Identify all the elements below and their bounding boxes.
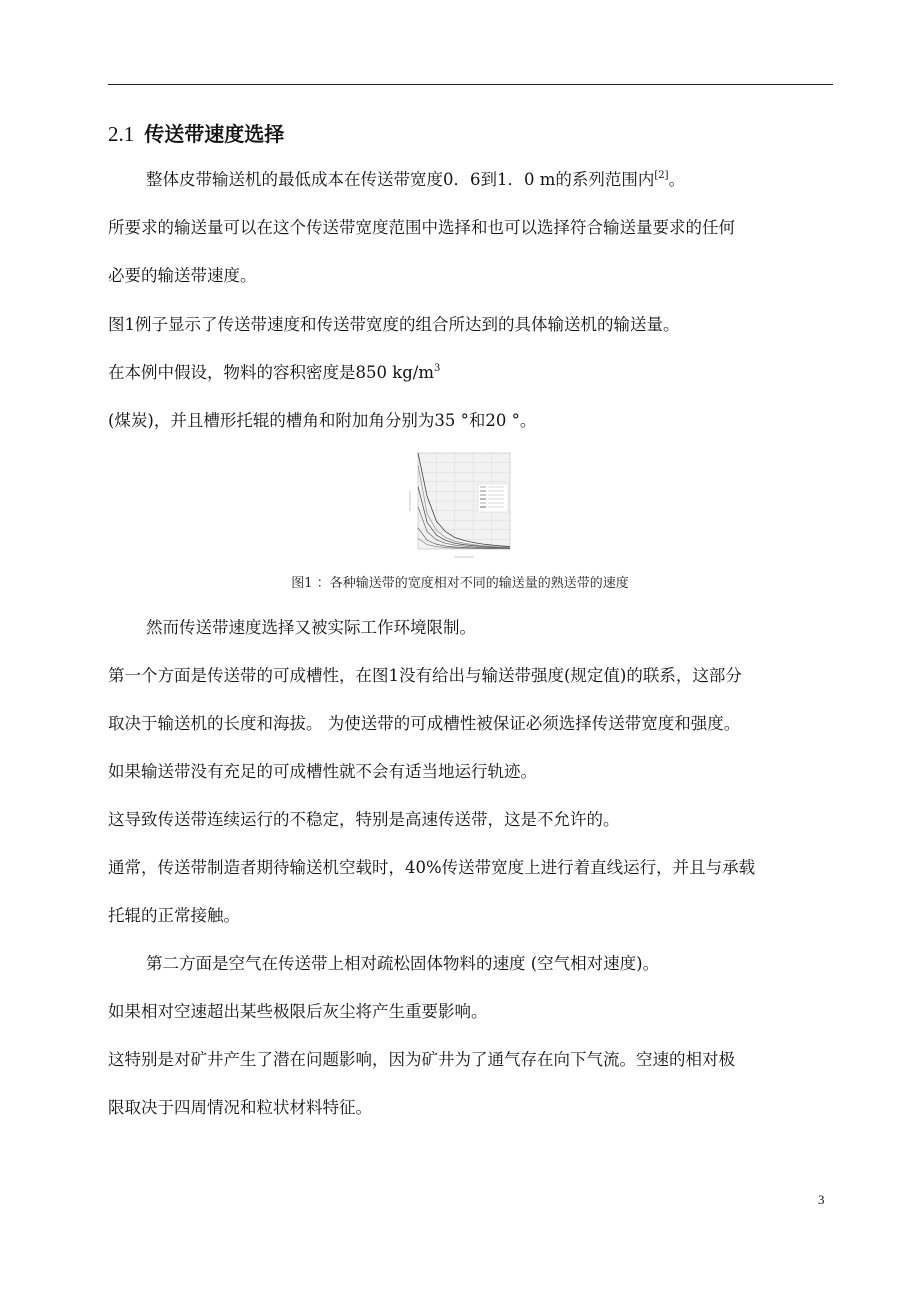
paragraph-3-text: 在本例中假设，物料的容积密度是850 kg/m [108,363,435,382]
paragraph-11: 如果相对空速超出某些极限后灰尘将产生重要影响。 [108,1002,488,1021]
paragraph-9-line-1: 通常，传送带制造者期待输送机空载时，40%传送带宽度上进行着直线运行，并且与承载 [108,858,756,877]
section-title: 传送带速度选择 [144,122,285,146]
paragraph-8: 这导致传送带连续运行的不稳定，特别是高速传送带，这是不允许的。 [108,810,620,829]
paragraph-4: (煤炭)，并且槽形托辊的槽角和附加角分别为35 °和20 °。 [108,411,537,430]
figure-caption: 图1 ：各种输送带的宽度相对不同的输送量的熟送带的速度 [291,576,629,591]
belt-speed-chart [406,449,552,559]
paragraph-6-line-1: 第一个方面是传送带的可成槽性，在图1没有给出与输送带强度(规定值)的联系，这部分 [108,666,742,685]
citation-ref: [2] [654,170,669,181]
paragraph-5: 然而传送带速度选择又被实际工作环境限制。 [146,618,476,637]
paragraph-12-line-1: 这特别是对矿井产生了潜在问题影响，因为矿井为了通气存在向下气流。空速的相对极 [108,1050,735,1069]
paragraph-10: 第二方面是空气在传送带上相对疏松固体物料的速度 (空气相对速度)。 [146,954,660,973]
paragraph-7: 如果输送带没有充足的可成槽性就不会有适当地运行轨迹。 [108,762,537,781]
unit-exponent: 3 [434,363,441,374]
header-rule [108,84,833,85]
paragraph-1-line-1 [146,168,685,192]
paragraph-6-line-2: 取决于输送机的长度和海拔。 为使送带的可成槽性被保证必须选择传送带宽度和强度。 [108,714,741,733]
paragraph-1-line-2: 所要求的输送量可以在这个传送带宽度范围中选择和也可以选择符合输送量要求的任何 [108,218,735,237]
section-heading [108,120,284,148]
paragraph-3 [108,361,440,385]
paragraph-2: 图1例子显示了传送带速度和传送带宽度的组合所达到的具体输送机的输送量。 [108,315,680,334]
paragraph-12-line-2: 限取决于四周情况和粒状材料特征。 [108,1098,372,1117]
page-number: 3 [818,1192,825,1207]
figure-1 [406,449,552,559]
paragraph-1-line-1-tail: 。 [668,170,686,189]
paragraph-1-line-1-text: 整体皮带输送机的最低成本在传送带宽度0．6到1．0 m的系列范围内 [146,170,655,189]
paragraph-9-line-2: 托辊的正常接触。 [108,906,240,925]
section-number: 2.1 [108,122,135,146]
legend-box [478,484,508,512]
paragraph-1-line-3: 必要的输送带速度。 [108,266,257,285]
